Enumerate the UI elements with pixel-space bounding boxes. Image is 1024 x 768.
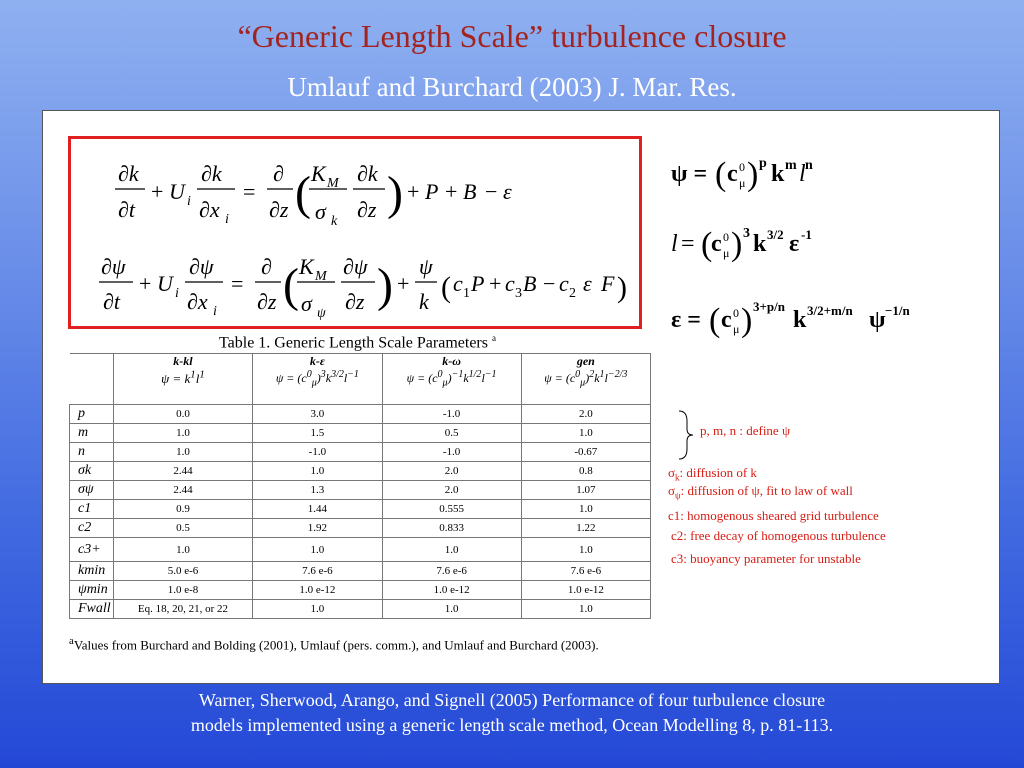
- svg-text:l: l: [671, 231, 678, 257]
- table-cell: 1.0: [113, 443, 253, 462]
- gls-parameter-table: [69, 353, 651, 619]
- svg-text:i: i: [187, 194, 191, 209]
- svg-text:ψ: ψ: [419, 254, 433, 279]
- table-cell: 5.0 e-6: [113, 562, 253, 581]
- svg-text:(: (: [709, 302, 721, 339]
- svg-text:0: 0: [733, 306, 739, 320]
- svg-text:k: k: [331, 214, 338, 229]
- table-cell: 1.0 e-12: [382, 581, 521, 600]
- svg-text:U: U: [169, 179, 185, 204]
- parameter-name: Fwall: [70, 600, 114, 619]
- svg-text:ε: ε: [583, 271, 592, 296]
- table-row: [70, 581, 651, 600]
- svg-text:k: k: [793, 307, 807, 333]
- table-cell: 1.0: [521, 500, 650, 519]
- svg-text:-1: -1: [801, 227, 812, 242]
- column-header: k-ω $\psi = (c^0_\mu)^{-1}k^{1/2}l^{-1}$: [382, 354, 521, 405]
- svg-text:ψ: ψ: [869, 307, 886, 333]
- svg-text:μ: μ: [733, 322, 740, 336]
- svg-text:c: c: [453, 271, 463, 296]
- parameter-name: c3+: [70, 538, 114, 562]
- table-cell: 2.0: [382, 462, 521, 481]
- table-cell: 7.6 e-6: [521, 562, 650, 581]
- table-cell: 1.0 e-12: [253, 581, 382, 600]
- svg-text:F: F: [601, 271, 615, 296]
- note-c3: c3: buoyancy parameter for unstable: [671, 551, 861, 566]
- svg-text:): ): [377, 259, 393, 312]
- parameter-name: kmin: [70, 562, 114, 581]
- svg-text:n: n: [805, 158, 813, 173]
- table-row: [70, 405, 651, 424]
- table-cell: 1.0 e-8: [113, 581, 253, 600]
- table-cell: 1.0: [521, 424, 650, 443]
- slide-title: “Generic Length Scale” turbulence closure: [237, 18, 787, 54]
- table-cell: 1.0: [253, 600, 382, 619]
- svg-text:∂k: ∂k: [201, 161, 222, 186]
- svg-text:μ: μ: [739, 176, 746, 190]
- svg-text:∂t: ∂t: [118, 197, 135, 222]
- svg-text:3/2+m/n: 3/2+m/n: [807, 303, 853, 318]
- slide-subtitle: Umlauf and Burchard (2003) J. Mar. Res.: [287, 72, 737, 102]
- svg-text:B: B: [523, 271, 537, 296]
- table-row: [70, 519, 651, 538]
- table-caption: Table 1. Generic Length Scale Parameters $^a$: [219, 333, 496, 352]
- table-header-row: [70, 354, 651, 405]
- table-cell: 0.555: [382, 500, 521, 519]
- table-corner: [70, 354, 114, 405]
- svg-text:1: 1: [463, 286, 470, 301]
- svg-text:ψ: ψ: [317, 306, 326, 321]
- parameter-name: n: [70, 443, 114, 462]
- svg-text:B: B: [463, 179, 477, 204]
- citation: [0, 688, 1024, 738]
- svg-text:∂k: ∂k: [118, 161, 139, 186]
- svg-text:2: 2: [569, 286, 576, 301]
- parameter-name: σk: [70, 462, 114, 481]
- citation-line-1: Warner, Sherwood, Arango, and Signell (2005) Performance of four turbulence closure: [198, 690, 826, 710]
- svg-text:∂: ∂: [261, 254, 272, 279]
- table-row: [70, 562, 651, 581]
- svg-text:∂z: ∂z: [345, 289, 365, 314]
- svg-text:−: −: [543, 271, 556, 296]
- svg-text:(: (: [295, 167, 311, 220]
- svg-text:−1/n: −1/n: [885, 303, 910, 318]
- svg-text:0: 0: [723, 230, 729, 244]
- svg-text:∂z: ∂z: [257, 289, 277, 314]
- svg-text:U: U: [157, 271, 173, 296]
- table-row: [70, 443, 651, 462]
- svg-text:p: p: [759, 156, 767, 171]
- table-cell: 1.0: [113, 538, 253, 562]
- svg-text:3: 3: [743, 226, 750, 241]
- table-cell: 3.0: [253, 405, 382, 424]
- table-cell: 1.0: [382, 600, 521, 619]
- svg-text:(: (: [441, 271, 451, 304]
- table-row: [70, 424, 651, 443]
- svg-text:∂ψ: ∂ψ: [189, 254, 214, 279]
- svg-text:+: +: [407, 179, 420, 204]
- svg-text:ψ =: ψ =: [671, 161, 708, 187]
- parameter-name: p: [70, 405, 114, 424]
- table-cell: 0.0: [113, 405, 253, 424]
- table-cell: -1.0: [382, 405, 521, 424]
- svg-text:∂t: ∂t: [103, 289, 120, 314]
- note-sigma-k: $\sigma_k$: diffusion of k: [668, 465, 757, 483]
- svg-text:ε =: ε =: [671, 307, 701, 333]
- svg-text:+: +: [397, 271, 410, 296]
- table-cell: 0.9: [113, 500, 253, 519]
- svg-text:): ): [747, 156, 759, 193]
- table-cell: 1.92: [253, 519, 382, 538]
- svg-text:c: c: [505, 271, 515, 296]
- svg-text:∂ψ: ∂ψ: [343, 254, 368, 279]
- note-c2: c2: free decay of homogenous turbulence: [671, 528, 886, 543]
- svg-text:(: (: [701, 226, 713, 263]
- svg-text:+: +: [445, 179, 458, 204]
- table-row: [70, 538, 651, 562]
- table-cell: -1.0: [382, 443, 521, 462]
- table-cell: 2.44: [113, 462, 253, 481]
- parameter-name: σψ: [70, 481, 114, 500]
- svg-text:K: K: [311, 161, 326, 186]
- svg-text:=: =: [231, 271, 244, 296]
- table-cell: 1.5: [253, 424, 382, 443]
- table-cell: -0.67: [521, 443, 650, 462]
- table-cell: 1.07: [521, 481, 650, 500]
- table-cell: Eq. 18, 20, 21, or 22: [113, 600, 253, 619]
- svg-text:∂: ∂: [273, 161, 284, 186]
- svg-text:k: k: [419, 289, 429, 314]
- svg-text:μ: μ: [723, 246, 730, 260]
- svg-text:ε: ε: [503, 179, 512, 204]
- svg-text:=: =: [243, 179, 256, 204]
- table-cell: 1.0: [113, 424, 253, 443]
- svg-text:∂x: ∂x: [199, 197, 220, 222]
- governing-equations-box: [68, 136, 642, 329]
- brace-icon: [675, 409, 695, 461]
- svg-text:M: M: [315, 269, 327, 284]
- table-cell: 0.5: [382, 424, 521, 443]
- svg-text:∂z: ∂z: [357, 197, 377, 222]
- svg-text:3: 3: [515, 286, 522, 301]
- table-cell: 1.0: [521, 600, 650, 619]
- parameter-name: ψmin: [70, 581, 114, 600]
- table-row: [70, 462, 651, 481]
- parameter-name: c1: [70, 500, 114, 519]
- citation-line-2: models implemented using a generic length scale method, Ocean Modelling 8, p. 81-113.: [190, 715, 834, 735]
- svg-text:): ): [617, 271, 627, 304]
- svg-text:K: K: [299, 254, 314, 279]
- table-cell: 2.44: [113, 481, 253, 500]
- svg-text:(: (: [283, 259, 299, 312]
- table-footnote: $^a$Values from Burchard and Bolding (2001), Umlauf (pers. comm.), and Umlauf and Burchard (2003).: [69, 635, 599, 653]
- svg-text:m: m: [785, 158, 797, 173]
- svg-text:k: k: [771, 161, 785, 187]
- svg-text:3+p/n: 3+p/n: [753, 299, 785, 314]
- table-cell: 0.8: [521, 462, 650, 481]
- table-cell: 1.0: [382, 538, 521, 562]
- table-cell: -1.0: [253, 443, 382, 462]
- svg-text:i: i: [213, 304, 217, 319]
- table-row: [70, 600, 651, 619]
- svg-text:σ: σ: [301, 291, 312, 316]
- svg-text:i: i: [175, 286, 179, 301]
- table-cell: 2.0: [382, 481, 521, 500]
- table-cell: 7.6 e-6: [382, 562, 521, 581]
- svg-text:σ: σ: [315, 199, 326, 224]
- table-cell: 1.0: [253, 462, 382, 481]
- table-cell: 1.0: [521, 538, 650, 562]
- svg-text:c: c: [559, 271, 569, 296]
- note-sigma-psi: $\sigma_\psi$: diffusion of ψ, fit to law of wall: [668, 483, 853, 501]
- svg-text:=: =: [681, 231, 695, 257]
- table-row: [70, 500, 651, 519]
- svg-text:∂z: ∂z: [269, 197, 289, 222]
- gls-definitions: [663, 139, 993, 349]
- svg-text:l: l: [799, 161, 806, 187]
- table-cell: 1.0: [253, 538, 382, 562]
- svg-text:+: +: [151, 179, 164, 204]
- svg-text:): ): [387, 167, 403, 220]
- svg-text:(: (: [715, 156, 727, 193]
- table-cell: 0.833: [382, 519, 521, 538]
- svg-text:∂x: ∂x: [187, 289, 208, 314]
- table-cell: 0.5: [113, 519, 253, 538]
- svg-text:0: 0: [739, 160, 745, 174]
- governing-equations: [71, 139, 639, 326]
- svg-text:ε: ε: [789, 231, 800, 257]
- note-pmn: p, m, n : define ψ: [700, 423, 791, 438]
- svg-text:): ): [731, 226, 743, 263]
- column-header: k-kl $\psi = k^1l^1$: [113, 354, 253, 405]
- table-cell: 1.22: [521, 519, 650, 538]
- table-cell: 2.0: [521, 405, 650, 424]
- note-c1: c1: homogenous sheared grid turbulence: [668, 508, 879, 523]
- parameter-name: m: [70, 424, 114, 443]
- svg-text:k: k: [753, 231, 767, 257]
- svg-text:∂k: ∂k: [357, 161, 378, 186]
- table-cell: 1.3: [253, 481, 382, 500]
- table-cell: 1.44: [253, 500, 382, 519]
- table-cell: 7.6 e-6: [253, 562, 382, 581]
- content-panel: [42, 110, 1000, 684]
- svg-text:M: M: [327, 176, 339, 191]
- svg-text:): ): [741, 302, 753, 339]
- svg-text:∂ψ: ∂ψ: [101, 254, 126, 279]
- svg-text:3/2: 3/2: [767, 227, 784, 242]
- table-cell: 1.0 e-12: [521, 581, 650, 600]
- svg-text:i: i: [225, 212, 229, 227]
- parameter-name: c2: [70, 519, 114, 538]
- svg-text:+: +: [139, 271, 152, 296]
- svg-text:c: c: [721, 307, 732, 333]
- table-row: [70, 481, 651, 500]
- column-header: gen $\psi = (c^0_\mu)^2k^1l^{-2/3}$: [521, 354, 650, 405]
- svg-text:c: c: [727, 161, 738, 187]
- column-header: k-ε $\psi = (c^0_\mu)^3k^{3/2}l^{-1}$: [253, 354, 382, 405]
- svg-text:P: P: [425, 179, 439, 204]
- svg-text:+: +: [489, 271, 502, 296]
- svg-text:c: c: [711, 231, 722, 257]
- svg-text:−: −: [485, 179, 498, 204]
- svg-text:P: P: [471, 271, 485, 296]
